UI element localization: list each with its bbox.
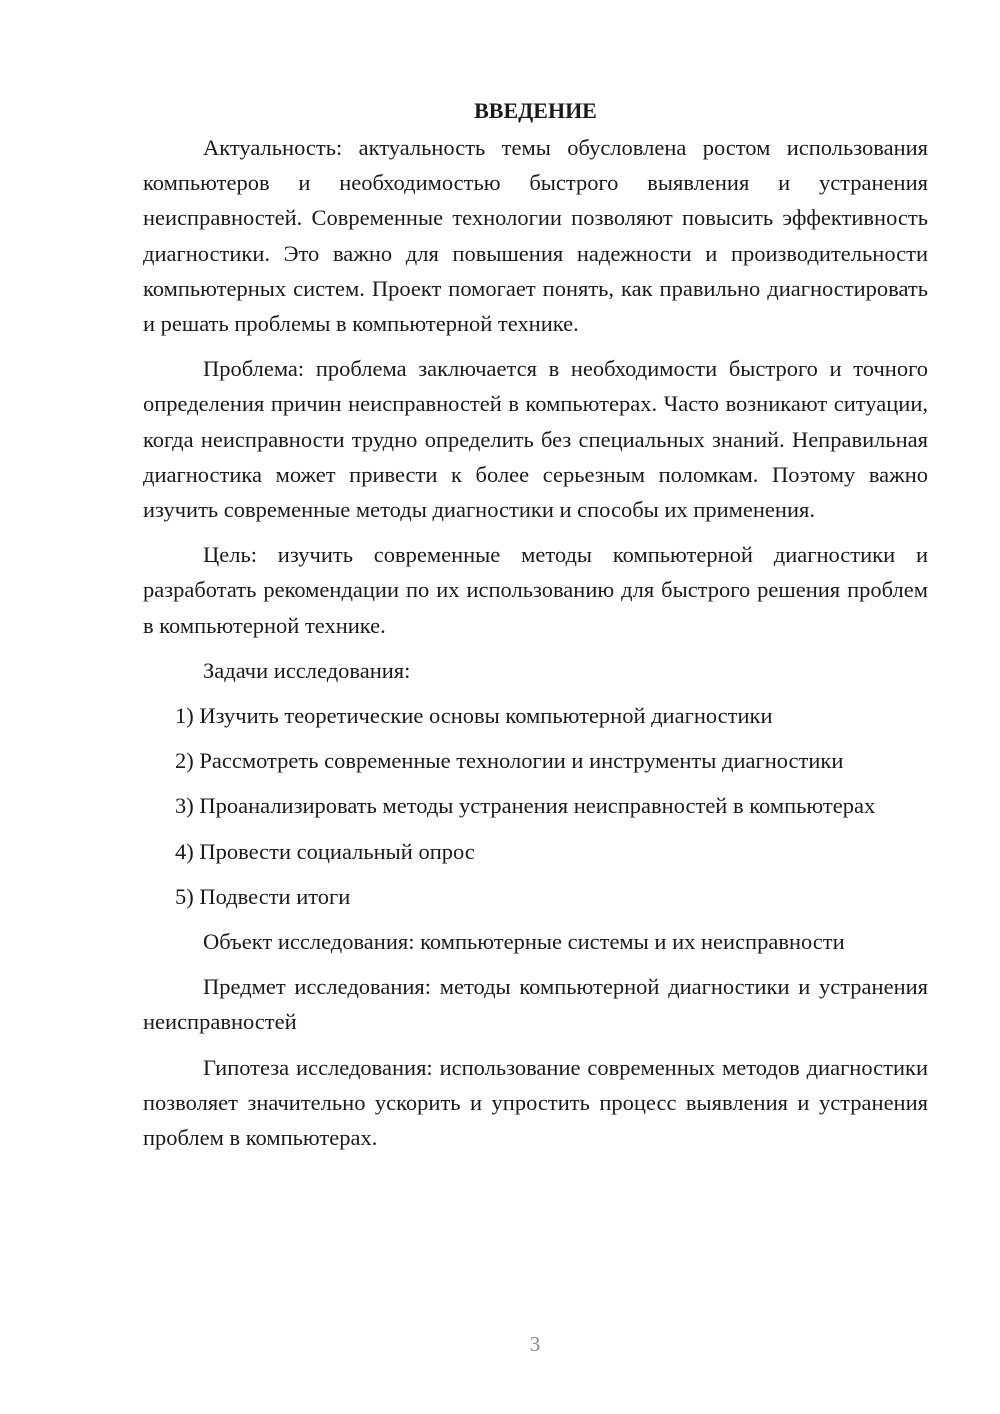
problem-paragraph: Проблема: проблема заключается в необходимости быстрого и точного определения причин неисправностей в компьютерах. Часто возникают ситуации, когда неисправности трудно определить без специальных знаний. Неправильная диагностика может привести к более серьезным поломкам. Поэтому важно изучить современные методы диагностики и способы их применения. (143, 356, 928, 523)
subject-paragraph: Предмет исследования: методы компьютерной диагностики и устранения неисправностей (143, 974, 928, 1035)
task-item-4: 4) Провести социальный опрос (175, 838, 475, 864)
object-paragraph: Объект исследования: компьютерные системы и их неисправности (203, 929, 845, 955)
task-item-5: 5) Подвести итоги (175, 883, 351, 909)
relevance-paragraph: Актуальность: актуальность темы обусловлена ростом использования компьютеров и необходимостью быстрого выявления и устранения неисправностей. Современные технологии позволяют повысить эффективность диагностики. Это важно для повышения надежности и производительности компьютерных систем. Проект помогает понять, как правильно диагностировать и решать проблемы в компьютерной технике. (143, 135, 928, 337)
document-page (143, 93, 928, 1165)
task-item-1: 1) Изучить теоретические основы компьютерной диагностики (175, 703, 773, 729)
task-item-2: 2) Рассмотреть современные технологии и инструменты диагностики (175, 748, 844, 774)
task-item-3: 3) Проанализировать методы устранения неисправностей в компьютерах (175, 793, 876, 819)
goal-paragraph: Цель: изучить современные методы компьютерной диагностики и разработать рекомендации по их использованию для быстрого решения проблем в компьютерной технике. (143, 542, 928, 638)
hypothesis-paragraph: Гипотеза исследования: использование современных методов диагностики позволяет значительно ускорить и упростить процесс выявления и устранения проблем в компьютерах. (143, 1054, 928, 1151)
section-title: ВВЕДЕНИЕ (474, 98, 597, 123)
tasks-heading: Задачи исследования: (203, 657, 411, 683)
page-number: 3 (529, 1332, 541, 1356)
